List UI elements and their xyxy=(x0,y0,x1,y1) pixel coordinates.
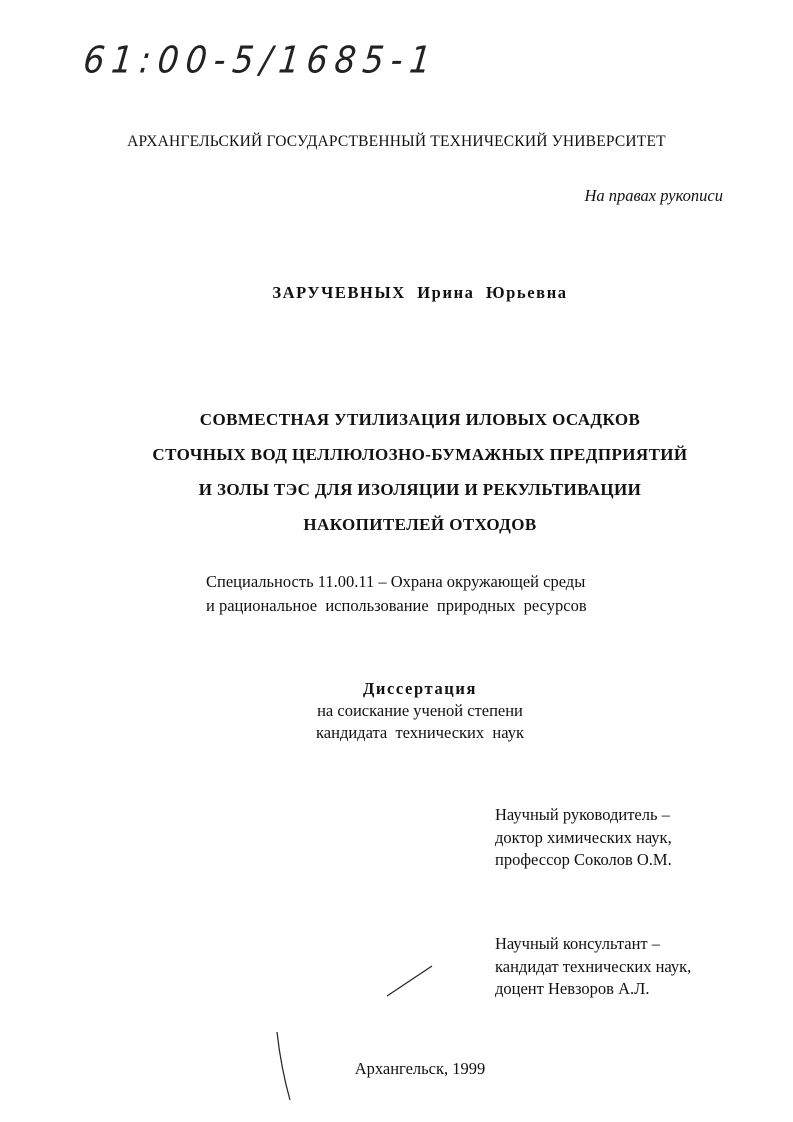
specialty-line: Специальность 11.00.11 – Охрана окружающей среды xyxy=(206,572,586,591)
degree-line: кандидата технических наук xyxy=(316,723,524,742)
manuscript-rights-note: На правах рукописи xyxy=(584,186,723,205)
consultant-line: Научный консультант – xyxy=(495,934,660,953)
title-line: СТОЧНЫХ ВОД ЦЕЛЛЮЛОЗНО-БУМАЖНЫХ ПРЕДПРИЯТИЙ xyxy=(152,445,688,464)
author-name: ЗАРУЧЕВНЫХ Ирина Юрьевна xyxy=(272,283,568,302)
consultant-line: доцент Невзоров А.Л. xyxy=(495,979,650,998)
title-line: НАКОПИТЕЛЕЙ ОТХОДОВ xyxy=(303,515,537,534)
handwritten-catalog-number: 61:00-5/1685-1 xyxy=(81,38,441,82)
degree-line: на соискание ученой степени xyxy=(317,701,523,720)
supervisor-line: доктор химических наук, xyxy=(495,827,672,847)
degree-block xyxy=(0,678,793,744)
specialty-block xyxy=(206,570,587,618)
university-name: АРХАНГЕЛЬСКИЙ ГОСУДАРСТВЕННЫЙ ТЕХНИЧЕСКИЙ УНИВЕРСИТЕТ xyxy=(127,133,666,150)
supervisor-line: профессор Соколов О.М. xyxy=(495,850,672,869)
title-line: И ЗОЛЫ ТЭС ДЛЯ ИЗОЛЯЦИИ И РЕКУЛЬТИВАЦИИ xyxy=(198,480,642,499)
consultant-block xyxy=(495,933,691,1001)
degree-heading: Диссертация xyxy=(362,679,478,698)
supervisor-block xyxy=(495,804,672,872)
supervisor-line: Научный руководитель – xyxy=(495,805,670,824)
city-year: Архангельск, 1999 xyxy=(354,1059,486,1078)
consultant-line: кандидат технических наук, xyxy=(495,956,692,976)
dissertation-title xyxy=(0,402,793,542)
title-line: СОВМЕСТНАЯ УТИЛИЗАЦИЯ ИЛОВЫХ ОСАДКОВ xyxy=(199,410,641,429)
pen-stroke-diagonal xyxy=(387,966,432,996)
specialty-line: и рациональное использование природных ресурсов xyxy=(206,596,587,615)
